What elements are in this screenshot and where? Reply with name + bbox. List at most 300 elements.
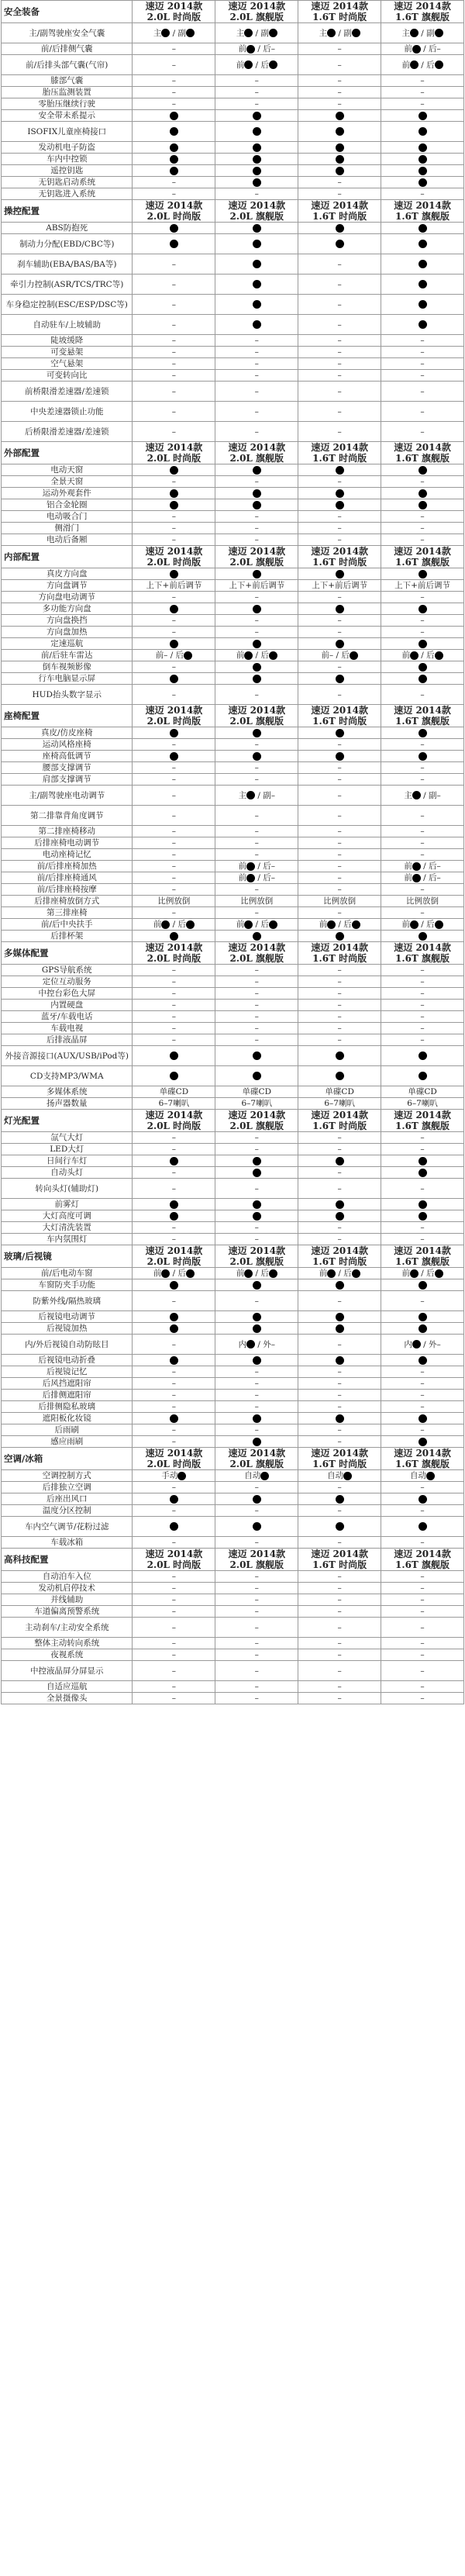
spec-label: 真皮方向盘: [2, 568, 133, 580]
spec-value: –: [381, 1366, 464, 1378]
spec-row: [2, 1199, 464, 1210]
filled-dot-icon: [418, 1438, 427, 1446]
spec-value: –: [298, 1618, 381, 1638]
spec-value: 内 / 外–: [215, 1335, 298, 1355]
filled-dot-icon: [170, 640, 178, 648]
spec-value: [298, 488, 381, 499]
spec-value: –: [298, 347, 381, 358]
spec-label: 遥控钥匙: [2, 165, 133, 177]
spec-label: 防紫外线/隔热玻璃: [2, 1291, 133, 1311]
filled-dot-icon: [170, 1356, 178, 1365]
spec-row: [2, 774, 464, 786]
filled-dot-icon: [336, 1072, 344, 1080]
model-column-header: 速迈 2014款 1.6T 时尚版: [298, 1448, 381, 1470]
filled-dot-icon: [170, 1281, 178, 1290]
filled-dot-icon: [253, 1169, 261, 1177]
model-column-header: 速迈 2014款 2.0L 时尚版: [133, 200, 215, 223]
spec-label: 后视镜电动调节: [2, 1311, 133, 1323]
spec-value: –: [133, 1000, 215, 1011]
spec-value: [381, 1517, 464, 1537]
spec-row: [2, 1517, 464, 1537]
spec-label: 主/副驾驶座电动调节: [2, 786, 133, 806]
filled-dot-icon: [327, 1269, 336, 1278]
spec-row: [2, 615, 464, 627]
spec-value: [133, 568, 215, 580]
spec-value: 前 / 后: [381, 55, 464, 75]
filled-dot-icon: [352, 1269, 360, 1278]
spec-row: [2, 806, 464, 826]
spec-label: 后视镜记忆: [2, 1366, 133, 1378]
spec-row: [2, 75, 464, 87]
spec-value: –: [298, 254, 381, 275]
spec-value: –: [133, 402, 215, 422]
model-column-header: 速迈 2014款 2.0L 时尚版: [133, 1448, 215, 1470]
spec-value: 上下+前后调节: [215, 580, 298, 592]
spec-value: –: [133, 872, 215, 884]
spec-value: –: [133, 422, 215, 442]
spec-value: 6–7喇叭: [381, 1098, 464, 1110]
spec-value: [381, 1493, 464, 1505]
spec-value: [133, 1413, 215, 1424]
spec-value: [215, 234, 298, 254]
spec-value: [381, 142, 464, 154]
spec-value: [381, 1046, 464, 1066]
spec-value: –: [133, 1132, 215, 1144]
spec-value: –: [298, 1661, 381, 1681]
spec-value: [381, 1436, 464, 1448]
filled-dot-icon: [336, 1212, 344, 1221]
filled-dot-icon: [418, 240, 427, 248]
spec-row: [2, 1311, 464, 1323]
model-column-header: 速迈 2014款 2.0L 时尚版: [133, 1, 215, 23]
spec-value: [133, 1279, 215, 1291]
spec-value: 主 / 副: [133, 23, 215, 43]
spec-value: –: [215, 1594, 298, 1606]
spec-value: –: [133, 1618, 215, 1638]
spec-value: 上下+前后调节: [298, 580, 381, 592]
spec-value: –: [215, 615, 298, 627]
spec-value: –: [381, 837, 464, 849]
spec-value: [215, 673, 298, 685]
spec-value: –: [381, 1034, 464, 1046]
filled-dot-icon: [161, 1269, 170, 1278]
filled-dot-icon: [170, 729, 178, 737]
spec-value: [215, 727, 298, 739]
spec-value: [215, 661, 298, 673]
spec-value: [381, 673, 464, 685]
spec-value: –: [133, 774, 215, 786]
filled-dot-icon: [253, 224, 261, 233]
spec-value: –: [381, 534, 464, 546]
spec-value: 前 / 后–: [215, 861, 298, 872]
spec-value: [298, 568, 381, 580]
filled-dot-icon: [336, 1281, 344, 1290]
spec-value: [133, 1355, 215, 1366]
spec-value: –: [298, 774, 381, 786]
filled-dot-icon: [336, 167, 344, 175]
spec-value: –: [133, 98, 215, 110]
spec-value: –: [381, 1132, 464, 1144]
filled-dot-icon: [186, 1269, 195, 1278]
spec-row: [2, 627, 464, 638]
spec-value: –: [298, 1693, 381, 1704]
filled-dot-icon: [253, 112, 261, 120]
filled-dot-icon: [253, 1281, 261, 1290]
filled-dot-icon: [253, 320, 261, 329]
spec-label: GPS导航系统: [2, 965, 133, 976]
filled-dot-icon: [418, 1356, 427, 1365]
spec-value: –: [215, 976, 298, 988]
filled-dot-icon: [418, 300, 427, 309]
filled-dot-icon: [412, 862, 421, 871]
spec-value: [298, 122, 381, 142]
spec-value: [298, 165, 381, 177]
spec-value: –: [133, 826, 215, 837]
spec-value: [133, 603, 215, 615]
spec-label: 后排侧遮阳帘: [2, 1390, 133, 1401]
model-column-header: 速迈 2014款 2.0L 旗舰版: [215, 1245, 298, 1268]
spec-value: [298, 1355, 381, 1366]
filled-dot-icon: [253, 729, 261, 737]
spec-value: –: [215, 907, 298, 919]
spec-value: –: [381, 1537, 464, 1549]
spec-row: [2, 523, 464, 534]
spec-label: 安全带未系提示: [2, 110, 133, 122]
spec-value: –: [215, 1291, 298, 1311]
spec-value: –: [381, 826, 464, 837]
filled-dot-icon: [410, 1269, 418, 1278]
filled-dot-icon: [435, 651, 443, 660]
spec-label: 车窗防夹手功能: [2, 1279, 133, 1291]
spec-label: 制动力分配(EBD/CBC等): [2, 234, 133, 254]
spec-row: [2, 568, 464, 580]
spec-value: –: [133, 1179, 215, 1199]
spec-value: –: [133, 762, 215, 774]
spec-value: [381, 110, 464, 122]
spec-value: [133, 165, 215, 177]
spec-value: [298, 1046, 381, 1066]
spec-value: –: [298, 1167, 381, 1179]
spec-value: [215, 1046, 298, 1066]
spec-row: [2, 1436, 464, 1448]
filled-dot-icon: [253, 178, 261, 187]
spec-value: –: [298, 1378, 381, 1390]
spec-label: 自动泊车入位: [2, 1571, 133, 1583]
spec-value: –: [298, 98, 381, 110]
filled-dot-icon: [418, 1157, 427, 1165]
spec-label: HUD抬头数字显示: [2, 685, 133, 705]
spec-value: –: [298, 335, 381, 347]
filled-dot-icon: [336, 675, 344, 683]
filled-dot-icon: [186, 29, 195, 37]
spec-label: 后排液晶屏: [2, 1034, 133, 1046]
spec-row: [2, 43, 464, 55]
spec-value: –: [381, 988, 464, 1000]
spec-row: [2, 1594, 464, 1606]
spec-value: [298, 673, 381, 685]
spec-value: [298, 1311, 381, 1323]
spec-value: [381, 154, 464, 165]
filled-dot-icon: [253, 1072, 261, 1080]
spec-value: 自动: [298, 1470, 381, 1482]
filled-dot-icon: [336, 466, 344, 475]
filled-dot-icon: [336, 640, 344, 648]
spec-value: –: [298, 295, 381, 315]
filled-dot-icon: [170, 224, 178, 233]
spec-value: 比例放倒: [381, 896, 464, 907]
spec-value: –: [298, 627, 381, 638]
spec-row: [2, 223, 464, 234]
spec-value: [133, 122, 215, 142]
spec-value: [381, 223, 464, 234]
spec-value: [215, 1199, 298, 1210]
spec-value: –: [298, 1571, 381, 1583]
filled-dot-icon: [244, 60, 253, 69]
spec-value: –: [381, 1424, 464, 1436]
filled-dot-icon: [170, 1072, 178, 1080]
spec-row: [2, 1424, 464, 1436]
spec-value: –: [133, 1401, 215, 1413]
spec-label: 前/后排座椅加热: [2, 861, 133, 872]
section-title: 空调/冰箱: [2, 1448, 133, 1470]
spec-value: –: [381, 98, 464, 110]
filled-dot-icon: [336, 752, 344, 761]
spec-row: [2, 1335, 464, 1355]
spec-value: –: [298, 1023, 381, 1034]
section-header-row: [2, 705, 464, 727]
spec-value: –: [381, 188, 464, 200]
spec-value: –: [298, 861, 381, 872]
filled-dot-icon: [418, 489, 427, 498]
spec-value: [215, 177, 298, 188]
spec-value: [381, 122, 464, 142]
filled-dot-icon: [336, 932, 344, 941]
spec-row: [2, 98, 464, 110]
spec-value: –: [133, 1505, 215, 1517]
filled-dot-icon: [170, 501, 178, 509]
spec-value: [215, 275, 298, 295]
spec-value: [298, 223, 381, 234]
spec-value: –: [381, 370, 464, 382]
spec-value: –: [133, 1594, 215, 1606]
spec-row: [2, 638, 464, 650]
spec-value: [215, 1436, 298, 1448]
spec-value: –: [133, 1144, 215, 1155]
spec-label: ABS防抱死: [2, 223, 133, 234]
filled-dot-icon: [336, 155, 344, 164]
spec-value: –: [215, 476, 298, 488]
spec-label: 肩部支撑调节: [2, 774, 133, 786]
filled-dot-icon: [336, 143, 344, 152]
spec-value: –: [133, 1011, 215, 1023]
filled-dot-icon: [418, 1495, 427, 1504]
filled-dot-icon: [253, 1324, 261, 1333]
filled-dot-icon: [253, 663, 261, 672]
spec-value: –: [381, 627, 464, 638]
filled-dot-icon: [418, 1169, 427, 1177]
spec-row: [2, 1167, 464, 1179]
spec-row: [2, 1571, 464, 1583]
spec-value: [215, 110, 298, 122]
spec-value: [215, 1355, 298, 1366]
spec-value: –: [133, 1167, 215, 1179]
spec-value: –: [133, 1661, 215, 1681]
spec-value: –: [381, 1571, 464, 1583]
spec-row: [2, 165, 464, 177]
spec-label: 全景天窗: [2, 476, 133, 488]
spec-value: [298, 1066, 381, 1086]
spec-row: [2, 1606, 464, 1618]
spec-label: 后座出风口: [2, 1493, 133, 1505]
spec-value: [381, 254, 464, 275]
model-column-header: 速迈 2014款 1.6T 旗舰版: [381, 442, 464, 464]
model-column-header: 速迈 2014款 2.0L 时尚版: [133, 705, 215, 727]
spec-value: –: [215, 402, 298, 422]
spec-label: 方向盘调节: [2, 580, 133, 592]
spec-value: –: [133, 786, 215, 806]
spec-value: –: [133, 615, 215, 627]
spec-value: –: [133, 907, 215, 919]
spec-value: 主 / 副: [298, 23, 381, 43]
spec-value: –: [381, 335, 464, 347]
filled-dot-icon: [418, 112, 427, 120]
spec-value: [215, 751, 298, 762]
spec-value: –: [215, 1606, 298, 1618]
spec-value: 前 / 后–: [215, 872, 298, 884]
spec-value: –: [298, 907, 381, 919]
model-column-header: 速迈 2014款 1.6T 时尚版: [298, 1245, 381, 1268]
spec-row: [2, 464, 464, 476]
filled-dot-icon: [253, 932, 261, 941]
filled-dot-icon: [418, 501, 427, 509]
spec-row: [2, 931, 464, 942]
spec-value: –: [133, 1390, 215, 1401]
spec-value: [381, 1311, 464, 1323]
filled-dot-icon: [246, 874, 255, 882]
spec-value: –: [215, 358, 298, 370]
filled-dot-icon: [418, 320, 427, 329]
spec-value: –: [381, 1390, 464, 1401]
spec-label: 前/后排座椅通风: [2, 872, 133, 884]
spec-label: 并线辅助: [2, 1594, 133, 1606]
spec-value: 前 / 后–: [215, 43, 298, 55]
filled-dot-icon: [253, 127, 261, 136]
spec-label: 胎压监测装置: [2, 87, 133, 98]
spec-value: –: [215, 1000, 298, 1011]
filled-dot-icon: [418, 1281, 427, 1290]
spec-label: 电动后备厢: [2, 534, 133, 546]
spec-value: –: [133, 275, 215, 295]
spec-row: [2, 1693, 464, 1704]
spec-value: 单碟CD: [381, 1086, 464, 1098]
spec-value: –: [298, 188, 381, 200]
spec-value: –: [381, 1222, 464, 1234]
spec-value: –: [215, 534, 298, 546]
spec-value: –: [298, 1401, 381, 1413]
spec-value: 前 / 后: [381, 919, 464, 931]
spec-value: –: [133, 1436, 215, 1448]
spec-value: –: [298, 422, 381, 442]
spec-label: 车道偏离预警系统: [2, 1606, 133, 1618]
section-title: 高科技配置: [2, 1549, 133, 1571]
spec-row: [2, 335, 464, 347]
spec-value: –: [215, 370, 298, 382]
spec-value: [215, 315, 298, 335]
spec-value: [133, 1210, 215, 1222]
filled-dot-icon: [435, 29, 443, 37]
spec-row: [2, 1323, 464, 1335]
spec-row: [2, 1132, 464, 1144]
spec-row: [2, 837, 464, 849]
spec-value: –: [133, 592, 215, 603]
spec-value: [133, 751, 215, 762]
section-title: 内部配置: [2, 546, 133, 568]
spec-label: 全景摄像头: [2, 1693, 133, 1704]
filled-dot-icon: [426, 1472, 435, 1480]
spec-row: [2, 488, 464, 499]
filled-dot-icon: [336, 1200, 344, 1209]
model-column-header: 速迈 2014款 2.0L 旗舰版: [215, 942, 298, 965]
spec-value: –: [381, 806, 464, 826]
spec-value: –: [381, 592, 464, 603]
section-title: 外部配置: [2, 442, 133, 464]
spec-value: –: [215, 1649, 298, 1661]
spec-label: 多功能方向盘: [2, 603, 133, 615]
spec-value: –: [298, 837, 381, 849]
spec-label: 内/外后视镜自动防眩目: [2, 1335, 133, 1355]
spec-value: –: [133, 1571, 215, 1583]
spec-value: –: [215, 774, 298, 786]
spec-row: [2, 872, 464, 884]
filled-dot-icon: [253, 675, 261, 683]
section-title: 多媒体配置: [2, 942, 133, 965]
spec-value: –: [298, 786, 381, 806]
spec-label: CD支持MP3/WMA: [2, 1066, 133, 1086]
filled-dot-icon: [253, 1495, 261, 1504]
spec-value: –: [381, 1000, 464, 1011]
spec-label: 自动头灯: [2, 1167, 133, 1179]
spec-value: –: [298, 1594, 381, 1606]
spec-value: [215, 165, 298, 177]
spec-value: –: [298, 1222, 381, 1234]
filled-dot-icon: [246, 791, 255, 799]
spec-value: –: [381, 1618, 464, 1638]
spec-row: [2, 234, 464, 254]
spec-value: –: [298, 43, 381, 55]
spec-value: 前– / 后: [298, 650, 381, 661]
spec-label: 主动刹车/主动安全系统: [2, 1618, 133, 1638]
spec-label: 运动风格座椅: [2, 739, 133, 751]
filled-dot-icon: [327, 29, 336, 37]
spec-label: 感应雨刷: [2, 1436, 133, 1448]
spec-value: –: [133, 335, 215, 347]
spec-value: [298, 1199, 381, 1210]
spec-row: [2, 1268, 464, 1279]
spec-value: 主 / 副–: [215, 786, 298, 806]
spec-value: 主 / 副: [381, 23, 464, 43]
spec-value: –: [381, 422, 464, 442]
spec-value: –: [298, 849, 381, 861]
spec-value: –: [381, 1023, 464, 1034]
spec-row: [2, 1066, 464, 1086]
model-column-header: 速迈 2014款 2.0L 旗舰版: [215, 1110, 298, 1132]
spec-label: 大灯清洗装置: [2, 1222, 133, 1234]
spec-value: –: [381, 476, 464, 488]
filled-dot-icon: [244, 1269, 253, 1278]
filled-dot-icon: [327, 920, 336, 929]
filled-dot-icon: [170, 167, 178, 175]
spec-label: 方向盘加热: [2, 627, 133, 638]
